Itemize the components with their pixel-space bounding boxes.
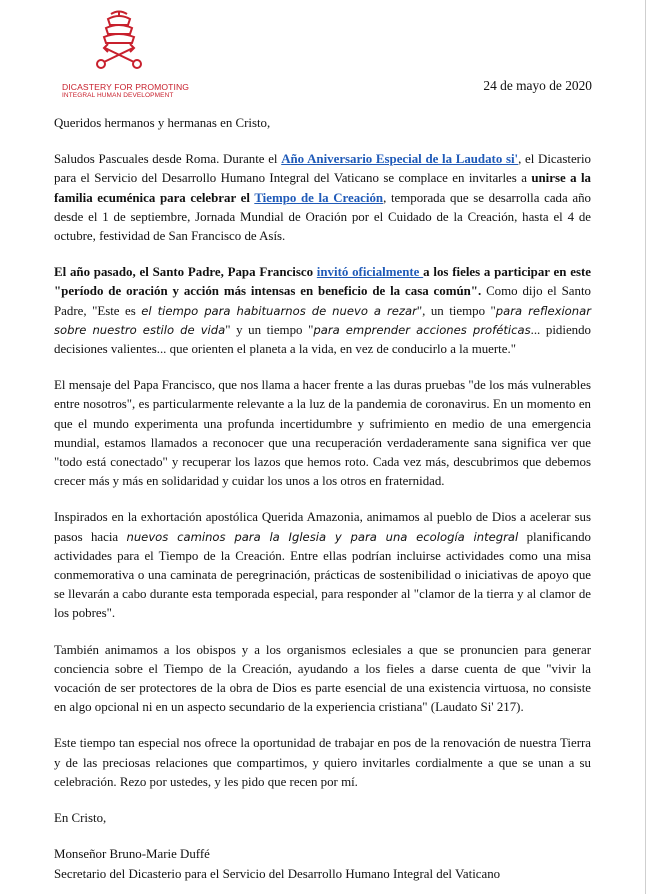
org-name-line1: DICASTERY FOR PROMOTING <box>62 82 190 92</box>
paragraph-4 <box>54 508 591 623</box>
paragraph-5: También animamos a los obispos y a los organismos eclesiales a que se pronuncien para generar conciencia sobre el Tiempo de la Creación, ayudando a los fieles a darse cuenta de que "vivir la vocación de ser protectores de la obra de Dios es parte esencial de una existencia virtuosa, no consiste en algo opcional ni en un aspecto secundario de la experiencia cristiana" (Laudato Si' 217). <box>54 642 591 715</box>
laudato-si-anniversary-link[interactable]: Año Aniversario Especial de la Laudato si' <box>281 152 519 167</box>
p2-italic-1: el tiempo para habituarnos de nuevo a rezar <box>141 303 417 318</box>
paragraph-2 <box>54 263 591 359</box>
paragraph-1 <box>54 150 591 246</box>
signer-title: Secretario del Dicasterio para el Servicio del Desarrollo Humano Integral del Vaticano <box>54 866 501 881</box>
org-name-line2: INTEGRAL HUMAN DEVELOPMENT <box>62 92 174 99</box>
p2-bold-1: El año pasado, el Santo Padre, Papa Francisco <box>54 265 317 280</box>
p2-text-1: Como dijo el Santo Padre, "Este es <box>54 284 591 318</box>
p1-bold-1: unirse a la familia ecuménica para celebrar el <box>54 171 591 205</box>
papal-keys-emblem-icon <box>92 10 146 72</box>
p2-bold-2: a los fieles a participar en este "período de oración y acción más intensas en beneficio de la casa común". <box>54 265 591 299</box>
closing: En Cristo, <box>54 811 107 826</box>
p4-italic-1: nuevos caminos para la Iglesia y para una ecología integral <box>126 529 519 544</box>
p2-text-3: " y un tiempo " <box>225 322 314 337</box>
p4-text-1: Inspirados en la exhortación apostólica Querida Amazonia, animamos al pueblo de Dios a acelerar sus pasos hacia <box>54 510 591 544</box>
p2-italic-2: para reflexionar sobre nuestro estilo de vida <box>54 303 591 337</box>
official-invitation-link[interactable]: invitó oficialmente <box>316 265 424 280</box>
paragraph-6: Este tiempo tan especial nos ofrece la oportunidad de trabajar en pos de la renovación de nuestra Tierra y de las preciosas relaciones que compartimos, y quiero invitarles cordialmente a que se unan a su celebración. Rezo por ustedes, y les pido que recen por mí. <box>54 736 591 789</box>
greeting: Queridos hermanos y hermanas en Cristo, <box>54 116 271 130</box>
p1-text-1: Saludos Pascuales desde Roma. Durante el <box>54 152 282 167</box>
p4-text-2: planificando actividades para el Tiempo de la Creación. Entre ellas podrían incluirse actividades como una misa conmemorativa o una caminata de peregrinación, prácticas de sostenibilidad o iniciativas de apoyo que se llevarán a cabo durante esta temporada especial, para responder al "clamor de la tierra y al clamor de los pobres". <box>54 529 591 621</box>
paragraph-3: El mensaje del Papa Francisco, que nos llama a hacer frente a las duras pruebas "de los más vulnerables entre nosotros", es particularmente relevante a la luz de la pandemia de coronavirus. En un momento en que el mundo experimenta una profunda incertidumbre y sufrimiento en medio de una emergencia mundial, estamos llamados a reconocer que una recuperación verdaderamente sana significa ver que "todo está conectado" y recuperar los lazos que hemos roto. Cada vez más, descubrimos que debemos crecer más y más en solidaridad y cuidar los unos a los otros en fraternidad. <box>54 378 591 489</box>
signer-name: Monseñor Bruno-Marie Duffé <box>54 847 210 862</box>
p1-text-3: , temporada que se desarrolla cada año desde el 1 de septiembre, Jornada Mundial de Oración por el Cuidado de la Creación, hasta el 4 de octubre, festividad de San Francisco de Asís. <box>54 190 591 244</box>
p1-text-2: , el Dicasterio para el Servicio del Desarrollo Humano Integral del Vaticano se complace en invitarles a <box>54 152 591 186</box>
letter-body <box>54 114 591 884</box>
p2-text-4: ... pidiendo decisiones valientes... que orienten el planeta a la vida, en vez de conducirlo a la muerte." <box>54 322 591 357</box>
season-of-creation-link[interactable]: Tiempo de la Creación <box>254 190 384 205</box>
letter-date: 24 de mayo de 2020 <box>483 78 592 93</box>
p2-italic-3: para emprender acciones proféticas <box>313 322 531 337</box>
p2-text-2: ", un tiempo " <box>416 303 496 318</box>
